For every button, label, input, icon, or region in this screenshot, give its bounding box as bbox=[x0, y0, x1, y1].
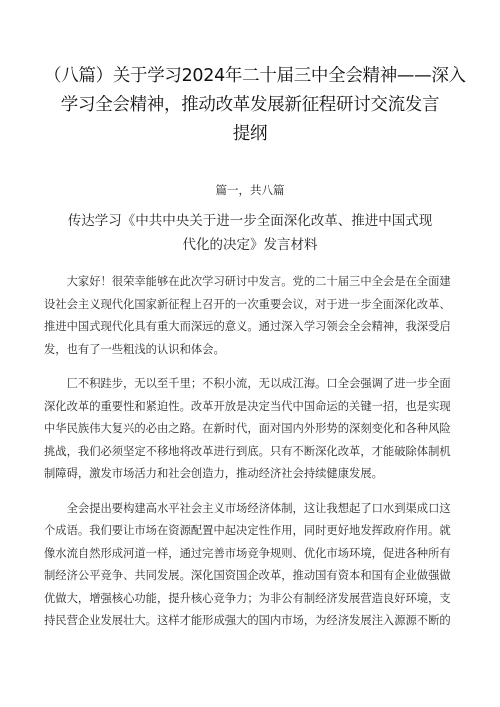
paragraph-line: 制经济公平竞争、共同发展。深化国资国企改革，推动国有资本和国有企业做强做 bbox=[44, 569, 451, 582]
section-subtitle-line: 传达学习《中共中央关于进一步全面深化改革、推进中国式现 bbox=[67, 213, 433, 229]
paragraph-line: 个成语。我们要让市场在资源配置中起决定性作用，同时更好地发挥政府作用。就 bbox=[44, 524, 451, 537]
paragraph-line: 深化改革的重要性和紧迫性。改革开放是决定当代中国命运的关键一招，也是实现 bbox=[44, 399, 451, 413]
paragraph-line: 设社会主义现代化国家新征程上召开的一次重要会议，对于进一步全面深化改革、 bbox=[44, 297, 451, 311]
section-subtitle-line: 代化的决定》发言材料 bbox=[182, 237, 318, 253]
body-text bbox=[44, 271, 456, 633]
paragraph-line: 推进中国式现代化具有重大而深远的意义。通过深入学习领会全会精神，我深受启 bbox=[44, 320, 451, 333]
paragraph-line: 发，也有了一些粗浅的认识和体会。 bbox=[44, 342, 225, 356]
paragraph-line: 全会提出要构建高水平社会主义市场经济体制，这让我想起了口水到渠成口这 bbox=[66, 501, 451, 515]
document-title-line: （八篇）关于学习2024年二十届三中全会精神——深入 bbox=[44, 66, 466, 86]
paragraph-line: 制障碍，激发市场活力和社会创造力，推动经济社会持续健康发展。 bbox=[44, 467, 383, 480]
paragraph-line: 匚不积跬步，无以至千里；不积小流，无以成江海。口全会强调了进一步全面 bbox=[66, 377, 451, 390]
paragraph-line: 挑战，我们必须坚定不移地将改革进行到底。只有不断深化改革，才能破除体制机 bbox=[44, 444, 451, 458]
paragraph bbox=[44, 373, 456, 486]
paragraph bbox=[44, 271, 456, 361]
document-title-line: 学习全会精神，推动改革发展新征程研讨交流发言 bbox=[60, 95, 440, 115]
section-label: 篇一，共八篇 bbox=[215, 183, 285, 197]
paragraph bbox=[44, 498, 456, 633]
paragraph-line: 优做大，增强核心功能，提升核心竞争力；为非公有制经济发展营造良好环境，支 bbox=[44, 591, 451, 605]
paragraph-line: 大家好！很荣幸能够在此次学习研讨中发言。党的二十届三中全会是在全面建 bbox=[66, 275, 451, 288]
document-title bbox=[44, 62, 466, 149]
paragraph-line: 像水流自然形成河道一样，通过完善市场竞争规则、优化市场环境，促进各种所有 bbox=[44, 546, 451, 560]
paragraph-line: 持民营企业发展壮大。这样才能形成强大的国内市场，为经济发展注入源源不断的 bbox=[44, 614, 451, 627]
paragraph-line: 中华民族伟大复兴的必由之路。在新时代，面对国内外形势的深刻变化和各种风险 bbox=[44, 422, 451, 435]
document-title-line: 提纲 bbox=[232, 124, 268, 144]
section-subtitle bbox=[44, 209, 456, 257]
